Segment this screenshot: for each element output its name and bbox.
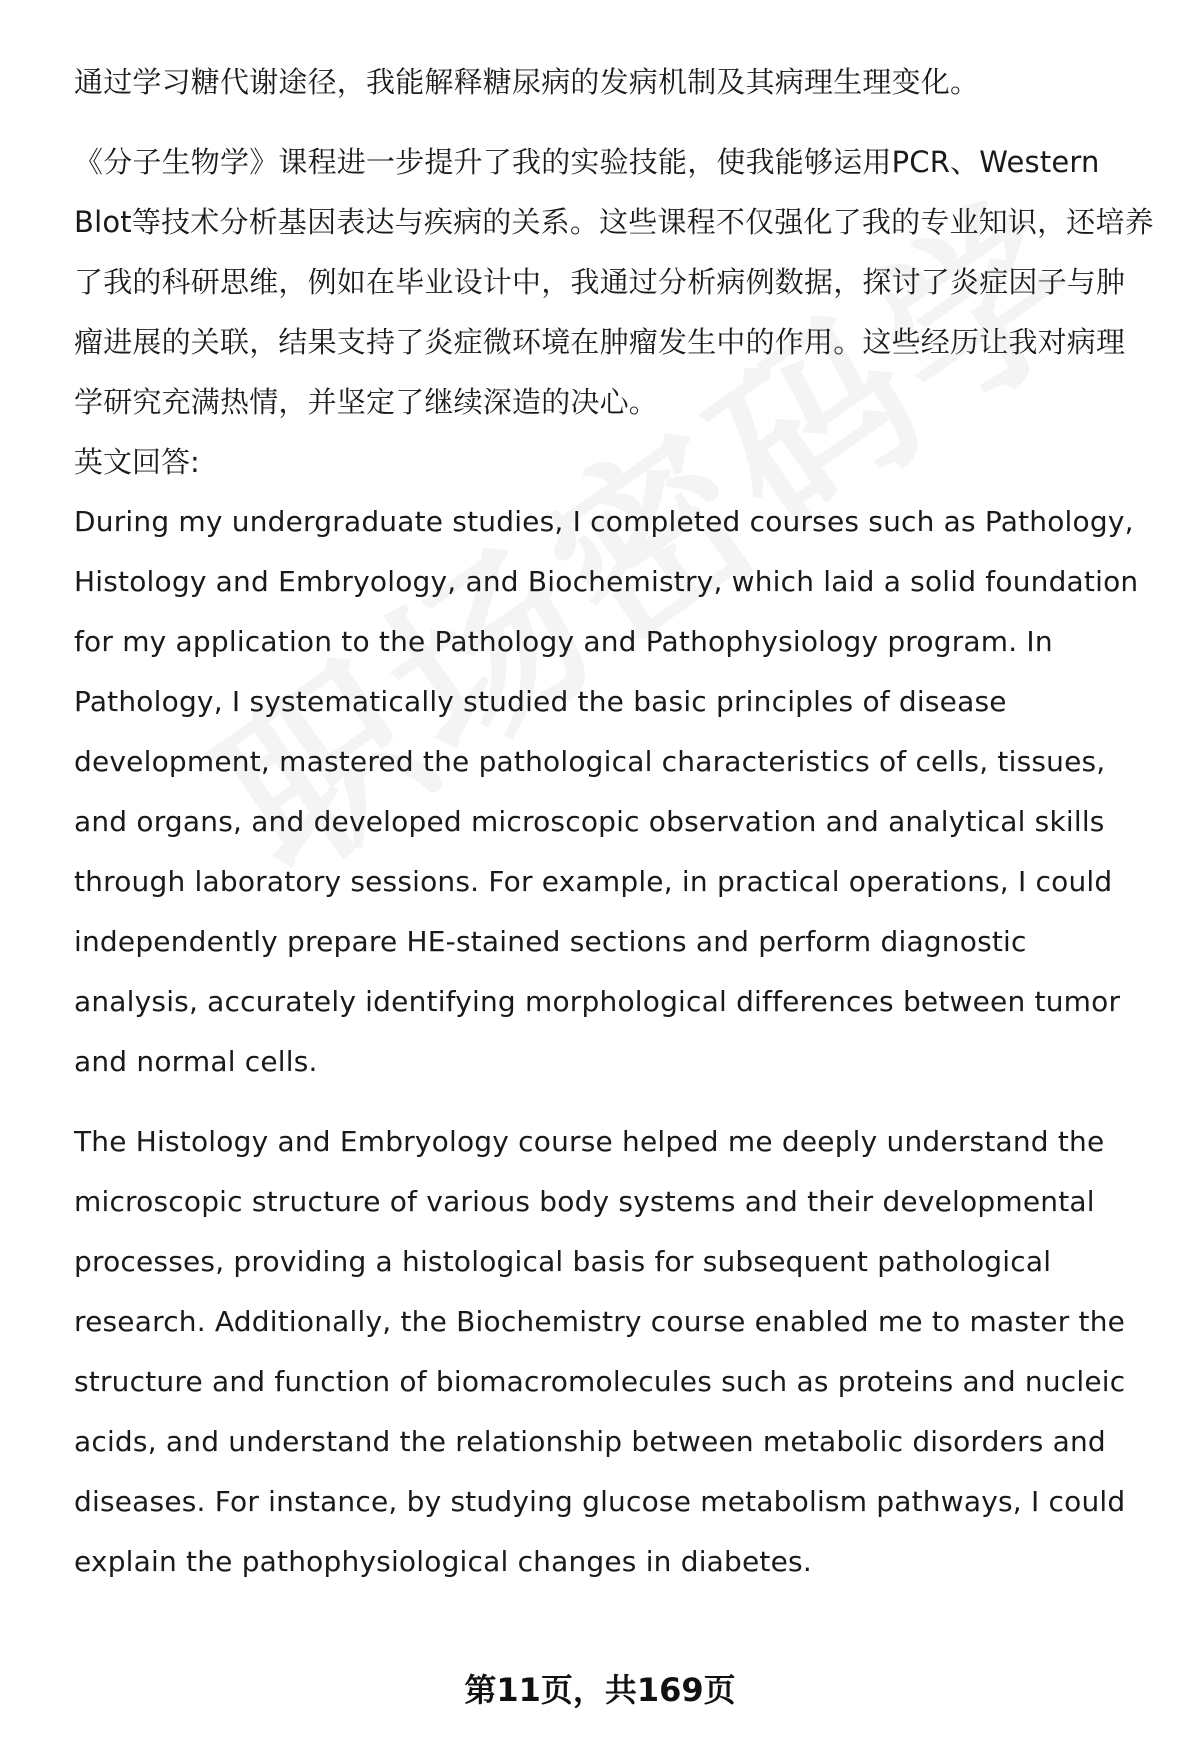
paragraph-en-2: The Histology and Embryology course helped me deeply understand the microscopic structure of various body systems and their developmental processes, providing a histological basis for subsequent pathological research. Additionally, the Biochemistry course enabled me to master the structure and function of biomacromolecules such as proteins and nucleic acids, and understand the relationship between metabolic disorders and diseases. For instance, by studying glucose metabolism pathways, I could explain the pathophysiological changes in diabetes. bbox=[74, 1125, 1126, 1578]
page-number-footer: 第11页，共169页 bbox=[464, 1671, 736, 1709]
paragraph-cn-1: 通过学习糖代谢途径，我能解释糖尿病的发病机制及其病理生理变化。 bbox=[74, 65, 980, 99]
document-body bbox=[74, 52, 1154, 1592]
english-answer-heading: 英文回答: bbox=[74, 445, 200, 479]
paragraph-cn-2: 《分子生物学》课程进一步提升了我的实验技能，使我能够运用PCR、Western Blot等技术分析基因表达与疾病的关系。这些课程不仅强化了我的专业知识，还培养了我的科研思维，例如在毕业设计中，我通过分析病例数据，探讨了炎症因子与肿瘤进展的关联，结果支持了炎症微环境在肿瘤发生中的作用。这些经历让我对病理学研究充满热情，并坚定了继续深造的决心。 bbox=[74, 145, 1154, 419]
paragraph-en-1: During my undergraduate studies, I completed courses such as Pathology, Histology and Embryology, and Biochemistry, which laid a solid foundation for my application to the Pathology and Pathophysiology program. In Pathology, I systematically studied the basic principles of disease development, mastered the pathological characteristics of cells, tissues, and organs, and developed microscopic observation and analytical skills through laboratory sessions. For example, in practical operations, I could independently prepare HE-stained sections and perform diagnostic analysis, accurately identifying morphological differences between tumor and normal cells. bbox=[74, 505, 1139, 1078]
